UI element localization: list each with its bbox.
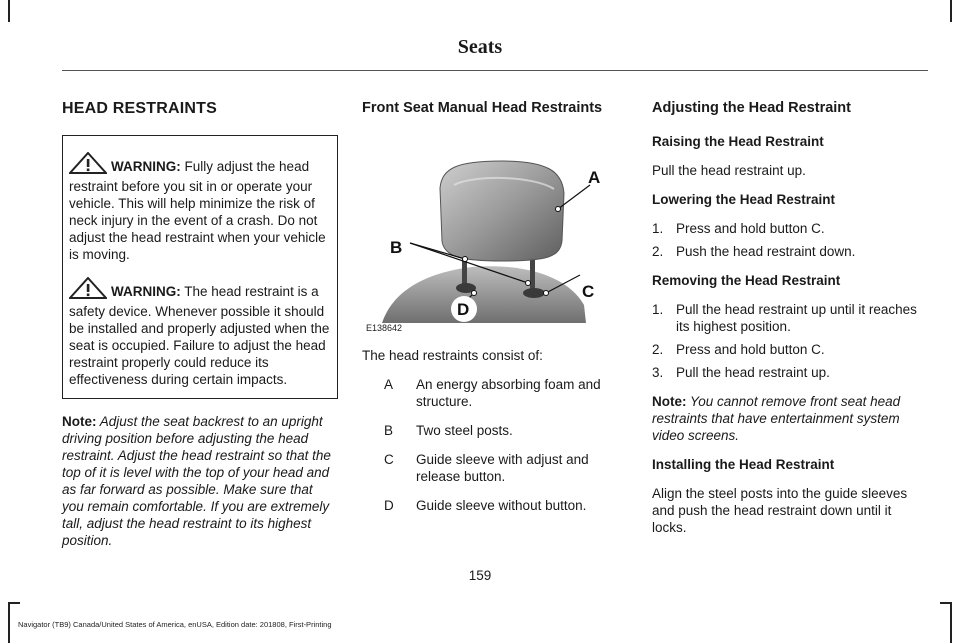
- note-label: Note:: [652, 394, 687, 409]
- crop-mark: [950, 0, 952, 22]
- list-item: [384, 497, 618, 514]
- step-text: Press and hold button C.: [676, 221, 825, 236]
- callout-d: D: [457, 300, 470, 319]
- step-number: 2.: [652, 342, 664, 357]
- head-restraint-figure: [362, 133, 604, 333]
- list-item: [652, 341, 928, 358]
- list-item: [384, 451, 618, 485]
- guide-sleeve-c: [523, 288, 545, 298]
- lowering-heading: Lowering the Head Restraint: [652, 192, 836, 207]
- crop-mark: [8, 602, 20, 604]
- warning-text: The head restraint is a safety device. Whenever possible it should be installed and properly adjusted when the seat is occupied. Failure to adjust the head restraint properly could reduce its effectiveness during certain impacts.: [69, 284, 330, 387]
- part-letter: C: [384, 452, 394, 467]
- warning-text: Fully adjust the head restraint before you sit in or operate your vehicle. This will help minimize the risk of neck injury in the event of a crash. Do not adjust the head restraint when your vehicle is moving.: [69, 159, 326, 262]
- part-text: An energy absorbing foam and structure.: [416, 377, 601, 409]
- part-letter: A: [384, 377, 394, 392]
- warning-label: WARNING:: [111, 284, 181, 299]
- page-header-title: Seats: [457, 36, 503, 58]
- part-text: Guide sleeve without button.: [416, 498, 587, 513]
- step-text: Pull the head restraint up until it reaches its highest position.: [676, 302, 917, 334]
- part-text: Guide sleeve with adjust and release button.: [416, 452, 589, 484]
- list-item: [652, 220, 928, 237]
- head-restraint-illustration: [362, 133, 604, 333]
- section-heading: Adjusting the Head Restraint: [652, 100, 851, 116]
- figure-code: E138642: [366, 323, 403, 333]
- section-heading: HEAD RESTRAINTS: [62, 100, 218, 117]
- warning-label: WARNING:: [111, 159, 181, 174]
- part-letter: B: [384, 423, 394, 438]
- step-text: Pull the head restraint up.: [676, 365, 830, 380]
- note: [62, 413, 338, 549]
- warning-triangle-icon: [69, 277, 107, 303]
- warning-box: [62, 135, 338, 399]
- step-number: 2.: [652, 244, 664, 259]
- crop-mark: [8, 0, 10, 22]
- step-number: 3.: [652, 365, 664, 380]
- footer-edition-info: Navigator (TB9) Canada/United States of America, enUSA, Edition date: 201808, First-Printing: [18, 620, 332, 629]
- parts-intro: The head restraints consist of:: [362, 348, 543, 363]
- removing-steps: [652, 301, 928, 381]
- page-number: 159: [468, 568, 492, 583]
- note-text: Adjust the seat backrest to an upright driving position before adjusting the head restraint. Adjust the head restraint so that the top of it is level with the top of your head and as far forward as possible. Make sure that you remain comfortable. If you are extremely tall, adjust the head restraint to its highest position.: [62, 414, 331, 548]
- section-heading: Front Seat Manual Head Restraints: [362, 100, 603, 116]
- crop-mark: [950, 602, 952, 643]
- step-text: Push the head restraint down.: [676, 244, 856, 259]
- warning-2: [69, 277, 331, 388]
- callout-a: A: [588, 168, 601, 187]
- callout-b: B: [390, 238, 403, 257]
- list-item: [384, 376, 618, 410]
- installing-heading: Installing the Head Restraint: [652, 457, 835, 472]
- part-letter: D: [384, 498, 394, 513]
- list-item: [652, 243, 928, 260]
- note-text: You cannot remove front seat head restraints that have entertainment system video screens.: [652, 394, 901, 443]
- parts-list: [384, 376, 618, 514]
- list-item: [384, 422, 618, 439]
- raising-heading: Raising the Head Restraint: [652, 134, 824, 149]
- warning-1: [69, 152, 331, 263]
- part-text: Two steel posts.: [416, 423, 513, 438]
- installing-text: Align the steel posts into the guide sleeves and push the head restraint down until it locks.: [652, 486, 908, 535]
- list-item: [652, 364, 928, 381]
- list-item: [652, 301, 928, 335]
- note: [652, 393, 928, 444]
- note-label: Note:: [62, 414, 97, 429]
- warning-triangle-icon: [69, 152, 107, 178]
- crop-mark: [8, 602, 10, 643]
- step-number: 1.: [652, 302, 664, 317]
- column-front-seat-head-restraints: [362, 100, 618, 526]
- head-restraint-cushion: [440, 161, 564, 261]
- step-text: Press and hold button C.: [676, 342, 825, 357]
- removing-heading: Removing the Head Restraint: [652, 273, 841, 288]
- crop-mark: [940, 602, 952, 604]
- step-number: 1.: [652, 221, 664, 236]
- callout-c: C: [582, 282, 595, 301]
- header-divider: [62, 70, 928, 71]
- column-adjusting: [652, 100, 928, 548]
- lowering-steps: [652, 220, 928, 260]
- column-head-restraints: [62, 100, 338, 549]
- raising-text: Pull the head restraint up.: [652, 163, 806, 178]
